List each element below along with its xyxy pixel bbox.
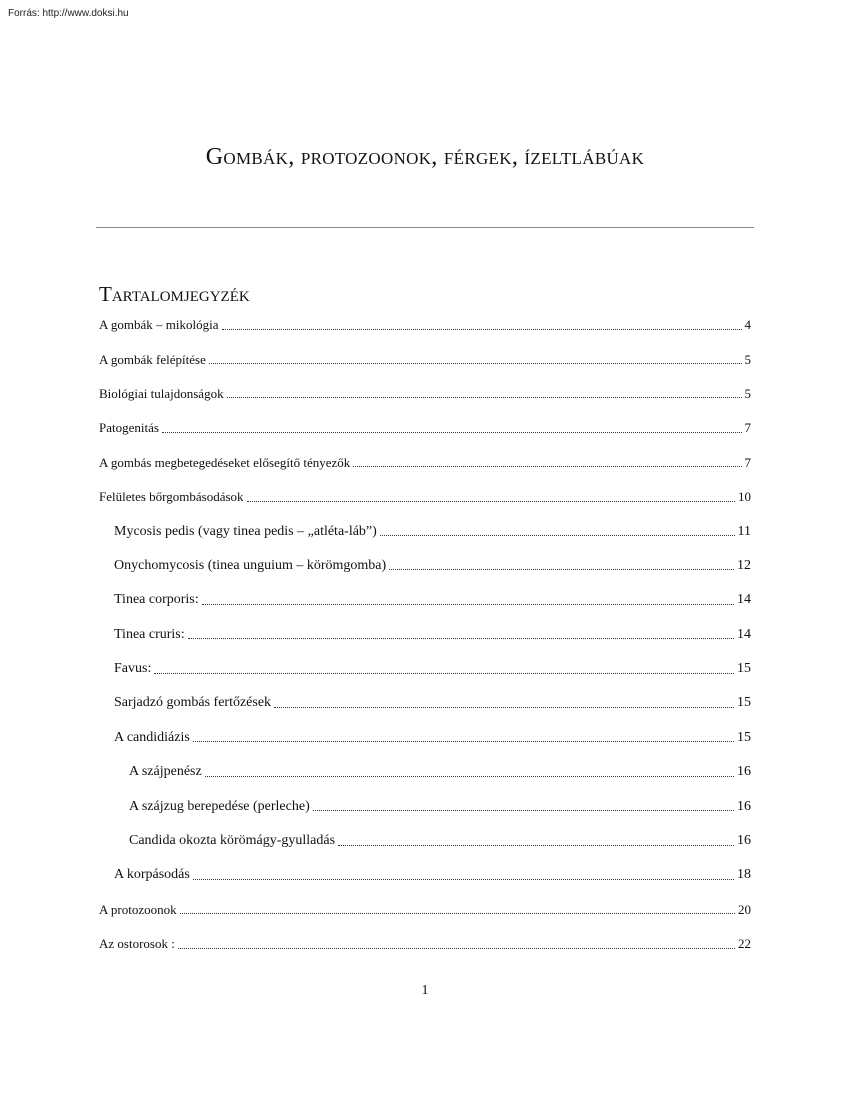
source-note: Forrás: http://www.doksi.hu (8, 8, 129, 19)
toc-entry[interactable] (99, 652, 751, 686)
toc-entry[interactable] (99, 549, 751, 583)
toc-entry[interactable] (99, 411, 751, 445)
toc-entry-page: 16 (737, 833, 751, 849)
toc-entry[interactable] (99, 446, 751, 480)
toc-entry-label: A gombás megbetegedéseket elősegítő tényezők (99, 454, 351, 470)
toc-entry-page: 12 (737, 557, 751, 573)
title-divider (96, 227, 754, 228)
toc-entry-label: Candida okozta körömágy-gyulladás (129, 833, 336, 849)
page-number: 1 (421, 983, 429, 998)
toc-entry-label: A szájzug berepedése (perleche) (129, 798, 310, 814)
dot-leader (353, 466, 741, 467)
toc-entry-label: Patogenitás (99, 420, 159, 436)
dot-leader (178, 948, 735, 949)
toc-entry-page: 11 (737, 523, 751, 539)
toc-entry-label: A gombák – mikológia (99, 317, 219, 333)
dot-leader (313, 810, 734, 811)
toc-entry-page: 16 (737, 798, 751, 814)
toc-entry-page: 22 (738, 936, 751, 952)
dot-leader (154, 673, 734, 674)
toc-entry-label: Az ostorosok : (99, 936, 175, 952)
toc-entry-label: A szájpenész (129, 764, 202, 780)
toc-entry[interactable] (99, 686, 751, 720)
dot-leader (188, 638, 734, 639)
toc-entry-label: Mycosis pedis (vagy tinea pedis – „atléta-láb”) (114, 523, 377, 539)
toc-entry[interactable] (99, 893, 751, 927)
toc-entry-page: 16 (737, 764, 751, 780)
dot-leader (193, 879, 734, 880)
toc-entry[interactable] (99, 789, 751, 823)
toc-entry-label: Tinea corporis: (114, 592, 199, 608)
toc-entry-page: 10 (738, 489, 751, 505)
toc-entry-label: Sarjadzó gombás fertőzések (114, 695, 272, 711)
dot-leader (222, 329, 742, 330)
toc-entry-label: Tinea cruris: (114, 626, 185, 642)
toc-entry[interactable] (99, 480, 751, 514)
toc-entry-page: 7 (744, 454, 751, 470)
toc-entry-label: Felületes bőrgombásodások (99, 489, 244, 505)
dot-leader (162, 432, 742, 433)
toc-entry[interactable] (99, 514, 751, 548)
table-of-contents (99, 308, 751, 961)
dot-leader (205, 776, 734, 777)
toc-entry-label: Onychomycosis (tinea unguium – körömgomba) (114, 557, 387, 573)
toc-entry-page: 20 (738, 901, 751, 917)
toc-entry-page: 5 (744, 351, 751, 367)
dot-leader (209, 363, 742, 364)
toc-entry-label: A korpásodás (114, 867, 190, 883)
toc-entry[interactable] (99, 858, 751, 892)
toc-entry-label: A gombák felépítése (99, 351, 206, 367)
toc-entry-page: 15 (737, 729, 751, 745)
toc-entry[interactable] (99, 721, 751, 755)
document-title: Gombák, protozoonok, férgek, ízeltlábúak (205, 144, 645, 170)
toc-entry-page: 18 (737, 867, 751, 883)
toc-entry-page: 4 (744, 317, 751, 333)
toc-entry[interactable] (99, 824, 751, 858)
dot-leader (202, 604, 734, 605)
dot-leader (389, 569, 734, 570)
toc-entry[interactable] (99, 308, 751, 342)
dot-leader (380, 535, 735, 536)
toc-entry[interactable] (99, 583, 751, 617)
toc-entry-page: 14 (737, 592, 751, 608)
toc-heading: Tartalomjegyzék (99, 282, 250, 306)
toc-entry[interactable] (99, 618, 751, 652)
toc-entry-page: 14 (737, 626, 751, 642)
dot-leader (338, 845, 734, 846)
dot-leader (247, 501, 735, 502)
toc-entry-label: Biológiai tulajdonságok (99, 385, 224, 401)
toc-entry-label: A protozoonok (99, 901, 177, 917)
toc-entry[interactable] (99, 342, 751, 376)
toc-entry-page: 15 (737, 695, 751, 711)
dot-leader (180, 913, 735, 914)
dot-leader (193, 741, 734, 742)
toc-entry[interactable] (99, 927, 751, 961)
toc-entry-page: 7 (744, 420, 751, 436)
dot-leader (227, 397, 742, 398)
toc-entry-page: 5 (744, 385, 751, 401)
toc-entry-label: Favus: (114, 661, 152, 677)
toc-entry-page: 15 (737, 661, 751, 677)
dot-leader (274, 707, 734, 708)
toc-entry[interactable] (99, 377, 751, 411)
toc-entry-label: A candidiázis (114, 729, 190, 745)
toc-entry[interactable] (99, 755, 751, 789)
